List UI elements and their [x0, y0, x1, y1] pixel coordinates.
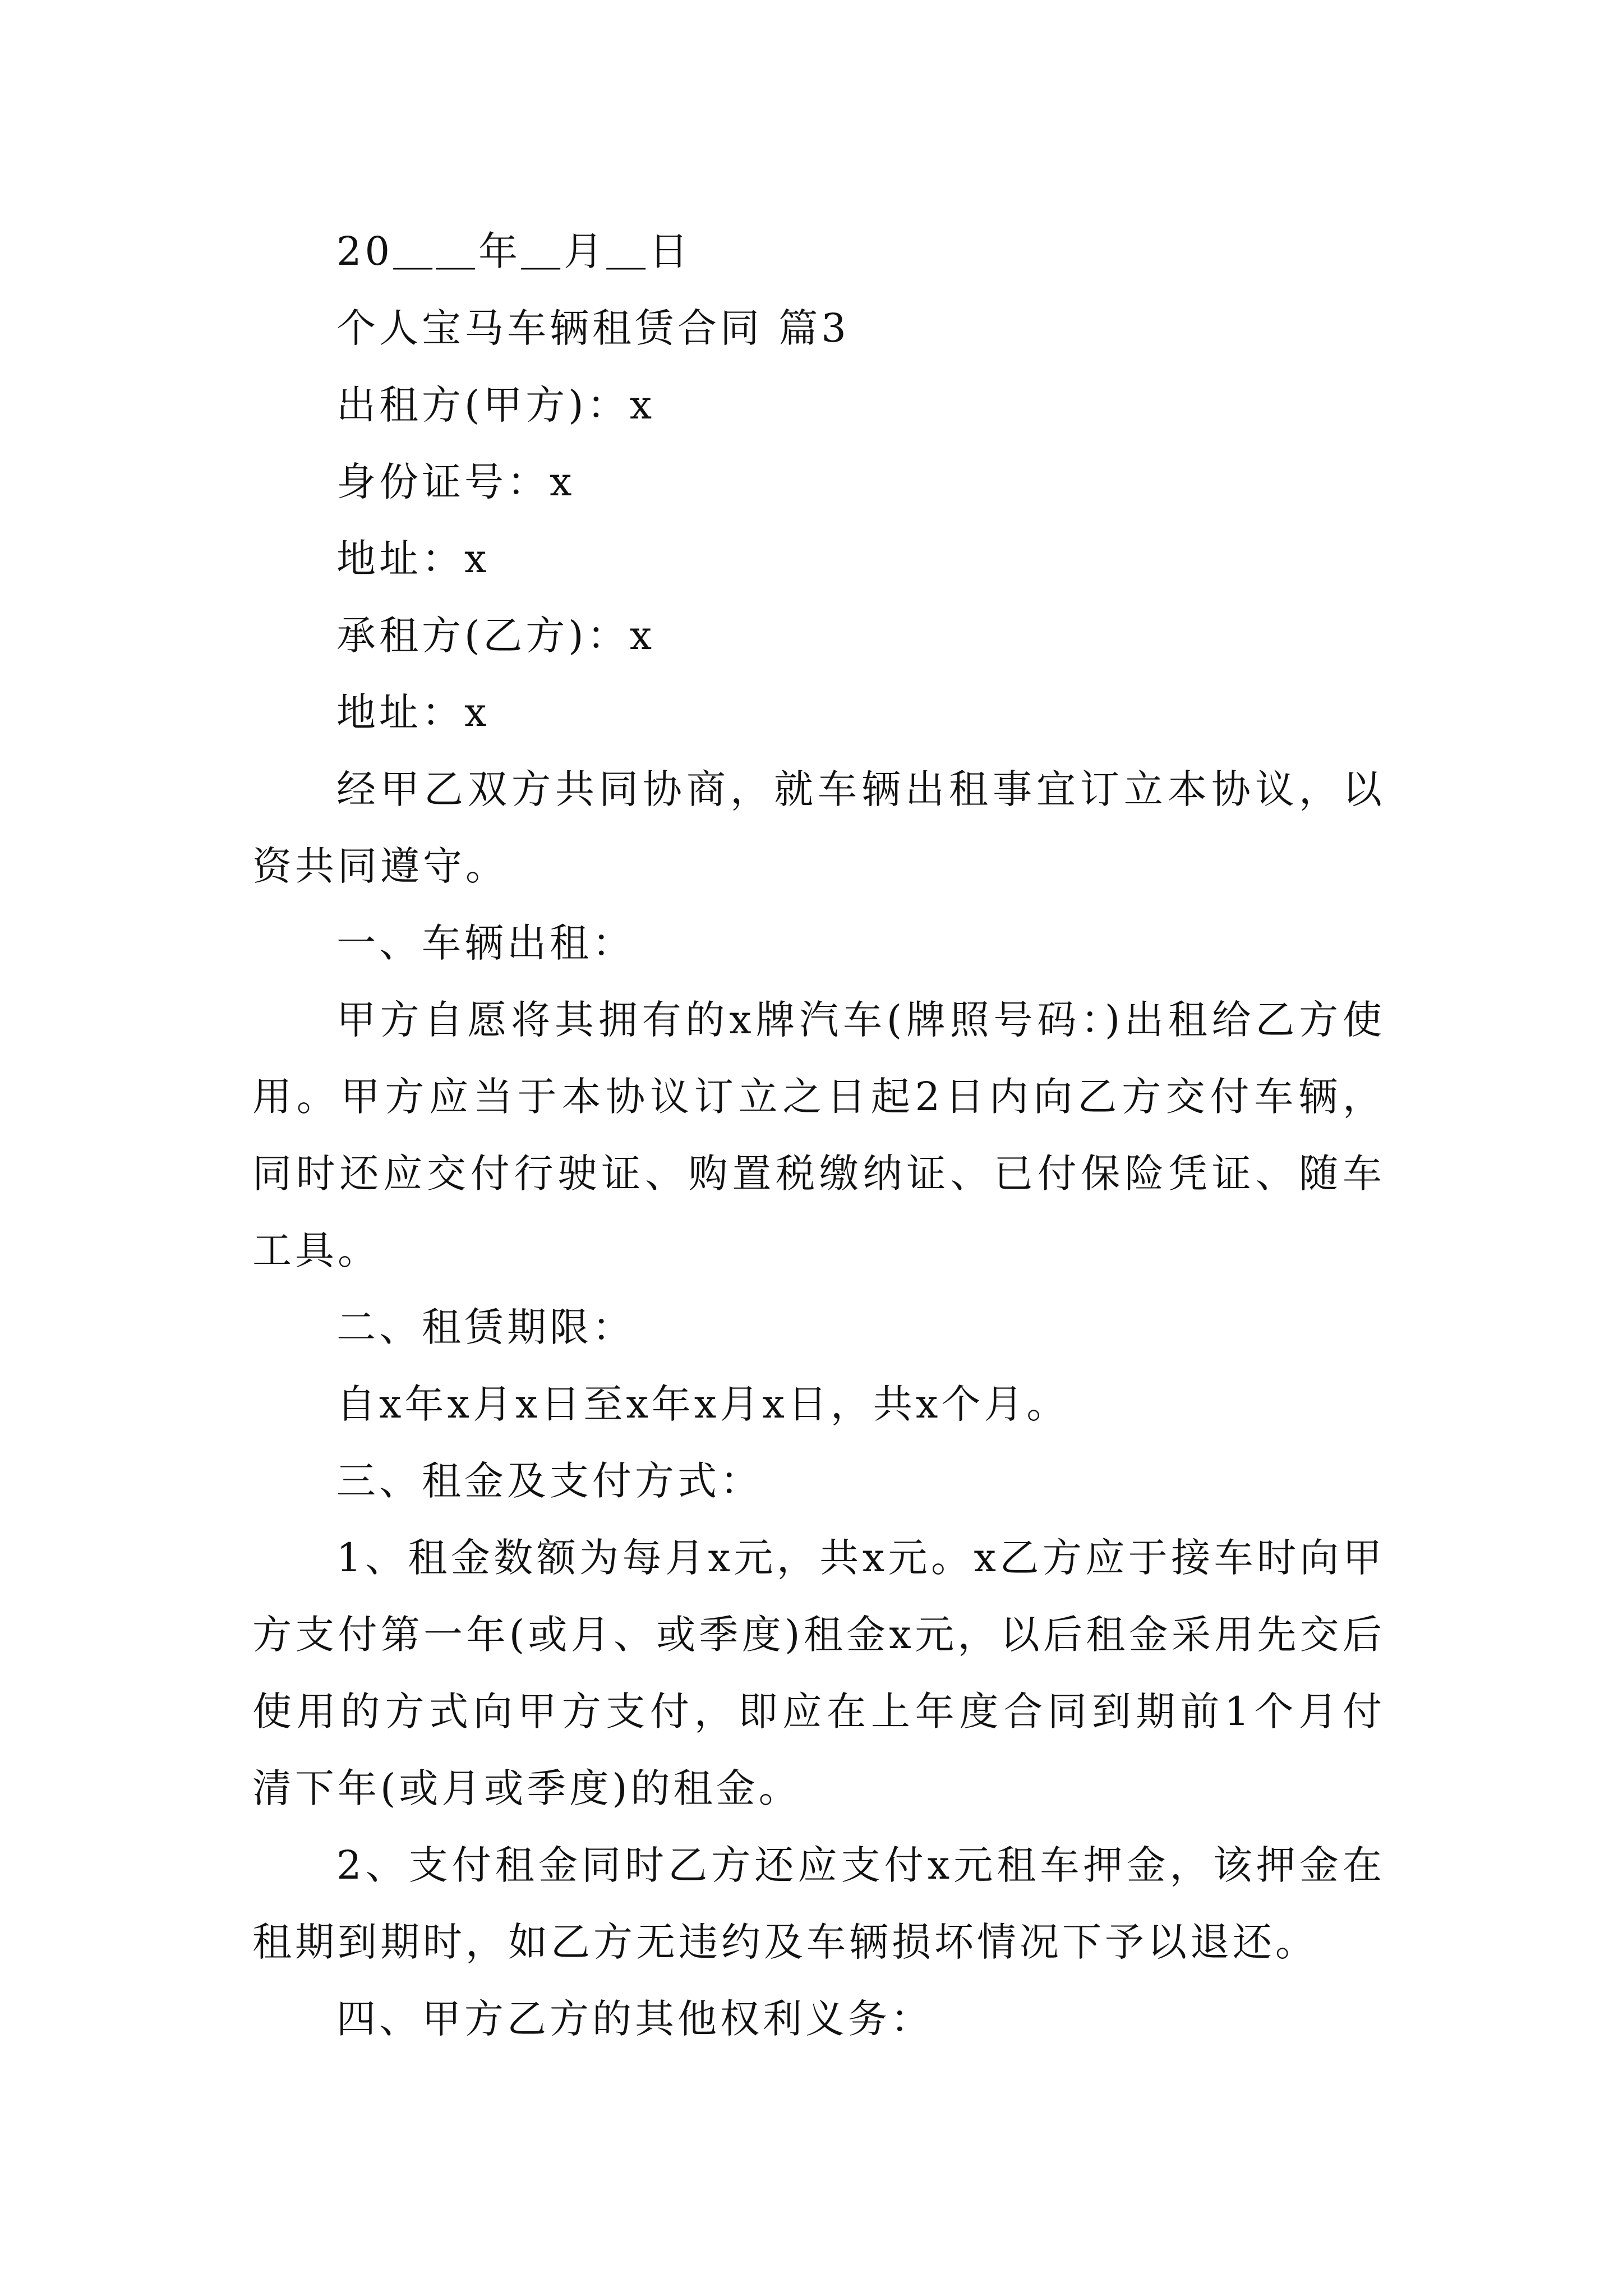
id-number-line: 身份证号：x	[336, 459, 575, 505]
lessee-address-line: 地址：x	[336, 689, 490, 735]
date-line: 20＿＿年＿月＿日	[336, 228, 692, 274]
lessor-address-line: 地址：x	[336, 536, 490, 582]
section-4-heading: 四、甲方乙方的其他权利义务：	[336, 1996, 933, 2042]
section-1-heading: 一、车辆出租：	[336, 920, 635, 966]
lessee-line: 承租方(乙方)：x	[336, 613, 656, 659]
section-2-heading: 二、租赁期限：	[336, 1304, 635, 1350]
section-3-heading: 三、租金及支付方式：	[336, 1458, 763, 1504]
section-3-item-2: 2、支付租金同时乙方还应支付x元租车押金，该押金在租期到期时，如乙方无违约及车辆损坏情况下予以退还。	[252, 1842, 1385, 1965]
lessor-line: 出租方(甲方)：x	[336, 382, 656, 428]
preamble-paragraph: 经甲乙双方共同协商，就车辆出租事宜订立本协议，以资共同遵守。	[252, 766, 1385, 889]
section-1-paragraph: 甲方自愿将其拥有的x牌汽车(牌照号码：)出租给乙方使用。甲方应当于本协议订立之日起2日内向乙方交付车辆，同时还应交付行驶证、购置税缴纳证、已付保险凭证、随车工具。	[252, 997, 1385, 1273]
contract-title: 个人宝马车辆租赁合同 篇3	[336, 305, 850, 351]
section-2-paragraph: 自x年x月x日至x年x月x日，共x个月。	[336, 1381, 1069, 1427]
section-3-item-1: 1、租金数额为每月x元，共x元。x乙方应于接车时向甲方支付第一年(或月、或季度)租金x元，以后租金采用先交后使用的方式向甲方支付，即应在上年度合同到期前1个月付清下年(或月或季度)的租金。	[252, 1535, 1385, 1811]
document-page	[252, 213, 1385, 2058]
